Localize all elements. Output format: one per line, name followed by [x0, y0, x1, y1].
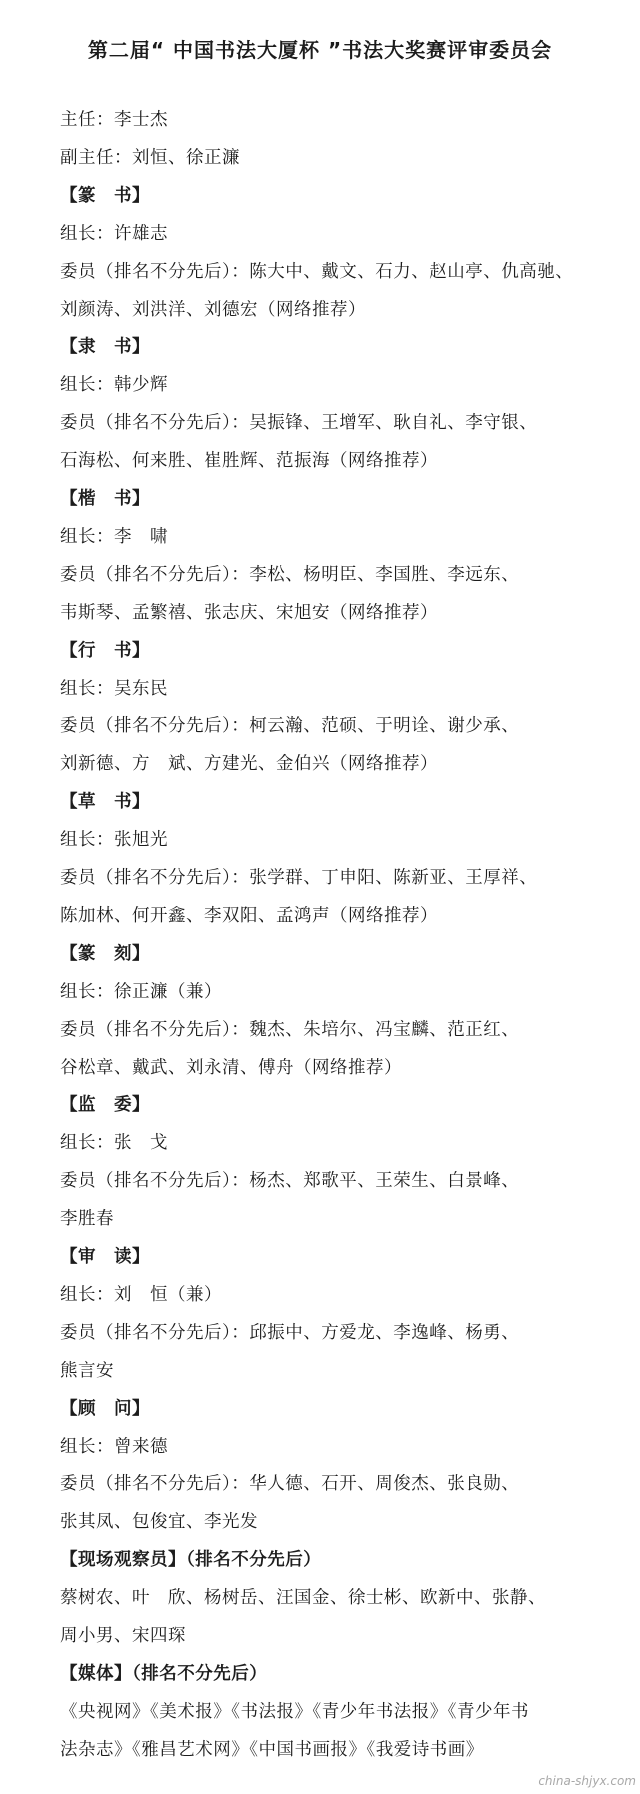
- list-line: 委员（排名不分先后）：张学群、丁申阳、陈新亚、王厚祥、: [60, 868, 538, 888]
- list-line: 刘新德、方 斌、方建光、金伯兴（网络推荐）: [60, 754, 438, 775]
- list-line: 委员（排名不分先后）：陈大中、戴文、石力、赵山亭、仇高驰、: [60, 261, 574, 282]
- list-line: 《央视网》《美术报》《书法报》《青少年书法报》《青少年书: [60, 1701, 529, 1722]
- document-title: 第二届“ 中国书法大厦杯 ”书法大奖赛评审委员会: [87, 38, 553, 62]
- list-line: 组长：曾来德: [60, 1436, 168, 1457]
- list-line: 组长：徐正濂（兼）: [60, 981, 222, 1002]
- section-heading: 【行 书】: [60, 640, 150, 661]
- section-heading: 【顾 问】: [60, 1398, 150, 1419]
- list-line: 组长：张 戈: [60, 1133, 168, 1154]
- list-line: 副主任：刘恒、徐正濂: [60, 147, 240, 168]
- list-line: 陈加林、何开鑫、李双阳、孟鸿声（网络推荐）: [60, 905, 438, 926]
- section-heading: 【监 委】: [60, 1095, 150, 1116]
- section-heading: 【篆 刻】: [60, 943, 150, 964]
- list-line: 委员（排名不分先后）：李松、杨明臣、李国胜、李远东、: [60, 564, 520, 585]
- list-line: 蔡树农、叶 欣、杨树岳、汪国金、徐士彬、欧新中、张静、: [60, 1588, 546, 1609]
- list-line: 组长：李 啸: [60, 526, 168, 547]
- list-line: 谷松章、戴武、刘永清、傅舟（网络推荐）: [60, 1057, 402, 1078]
- list-line: 法杂志》《雅昌艺术网》《中国书画报》《我爱诗书画》: [60, 1739, 484, 1760]
- section-heading: 【楷 书】: [60, 489, 150, 509]
- list-line: 组长：张旭光: [60, 830, 168, 851]
- section-heading: 【现场观察员】（排名不分先后）: [60, 1550, 322, 1571]
- list-line: 李胜春: [60, 1209, 114, 1230]
- list-line: 熊言安: [60, 1360, 114, 1381]
- section-heading: 【审 读】: [60, 1247, 150, 1267]
- list-line: 委员（排名不分先后）：柯云瀚、范硕、于明诠、谢少承、: [60, 716, 520, 737]
- list-line: 周小男、宋四琛: [60, 1626, 186, 1646]
- watermark: china-shjyx.com: [538, 1774, 636, 1788]
- list-line: 张其凤、包俊宜、李光发: [60, 1512, 258, 1533]
- list-line: 组长：刘 恒（兼）: [60, 1284, 222, 1305]
- section-heading: 【隶 书】: [60, 337, 150, 358]
- list-line: 委员（排名不分先后）：魏杰、朱培尔、冯宝麟、范正红、: [60, 1019, 520, 1040]
- list-line: 委员（排名不分先后）：华人德、石开、周俊杰、张良勋、: [60, 1474, 520, 1495]
- list-line: 委员（排名不分先后）：邱振中、方爱龙、李逸峰、杨勇、: [60, 1322, 520, 1343]
- list-line: 刘颜涛、刘洪洋、刘德宏（网络推荐）: [60, 299, 366, 320]
- list-line: 韦斯琴、孟繁禧、张志庆、宋旭安（网络推荐）: [60, 602, 438, 623]
- section-heading: 【媒体】（排名不分先后）: [60, 1663, 268, 1684]
- list-line: 委员（排名不分先后）：吴振锋、王增军、耿自礼、李守银、: [60, 413, 538, 434]
- section-heading: 【篆 书】: [60, 185, 150, 206]
- list-line: 组长：吴东民: [60, 678, 168, 699]
- list-line: 主任：李士杰: [60, 110, 168, 130]
- list-line: 石海松、何来胜、崔胜辉、范振海（网络推荐）: [60, 451, 438, 472]
- section-heading: 【草 书】: [60, 792, 150, 813]
- list-line: 组长：许雄志: [60, 223, 168, 244]
- list-line: 组长：韩少辉: [60, 375, 168, 396]
- list-line: 委员（排名不分先后）：杨杰、郑歌平、王荣生、白景峰、: [60, 1171, 520, 1192]
